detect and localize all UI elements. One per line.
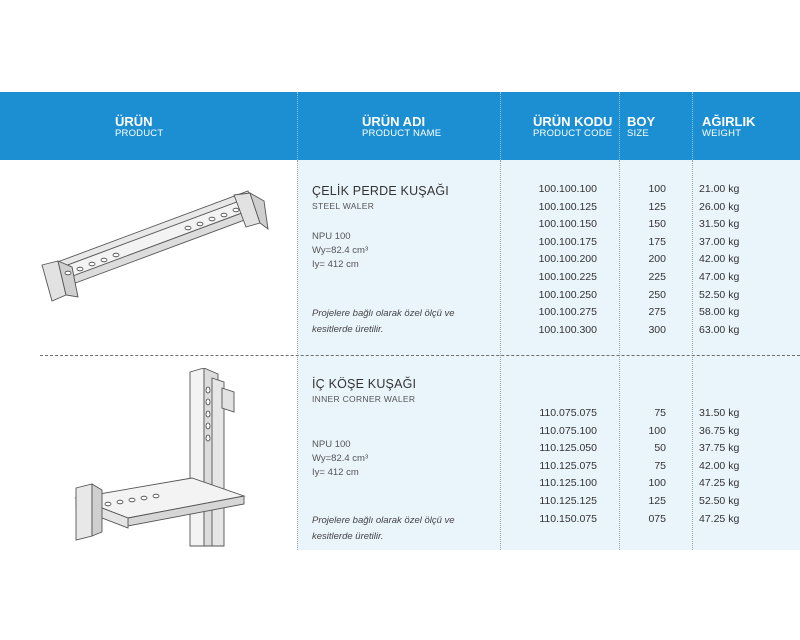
weight-column	[699, 181, 769, 339]
spec-iy: Iy= 412 cm	[312, 467, 359, 478]
product-specs	[312, 230, 368, 272]
header-divider	[692, 92, 693, 160]
size-cell: 125	[648, 200, 666, 213]
product-name-tr: İÇ KÖŞE KUŞAĞI	[312, 377, 417, 391]
header-weight	[702, 92, 755, 160]
weight-cell: 47.25 kg	[699, 477, 740, 490]
code-cell: 110.075.075	[539, 407, 597, 419]
product-name-en: STEEL WALER	[312, 201, 375, 211]
size-cell: 150	[648, 218, 666, 231]
header-weight-tr: AĞIRLIK	[702, 114, 756, 129]
weight-cell: 36.75 kg	[699, 424, 740, 437]
code-cell: 100.100.250	[538, 288, 597, 301]
size-cell: 250	[648, 288, 666, 301]
header-product-name-tr: ÜRÜN ADI	[362, 114, 426, 129]
code-cell: 100.100.300	[538, 323, 597, 336]
size-cell: 50	[654, 442, 666, 455]
spec-profile: NPU 100	[312, 439, 351, 450]
header-product-name	[362, 92, 441, 160]
header-weight-en: WEIGHT	[702, 128, 742, 139]
header-product-code	[533, 92, 612, 160]
header-size	[627, 92, 655, 160]
code-cell: 100.100.150	[538, 218, 597, 231]
weight-cell: 31.50 kg	[699, 218, 740, 231]
weight-cell: 21.00 kg	[699, 183, 740, 195]
size-cell: 200	[648, 253, 666, 266]
size-cell: 100	[648, 183, 666, 195]
size-cell: 125	[648, 494, 666, 507]
code-column	[515, 405, 597, 528]
code-cell: 100.100.125	[538, 200, 597, 213]
spec-wy: Wy=82.4 cm³	[312, 453, 369, 464]
weight-cell: 58.00 kg	[699, 306, 740, 319]
weight-cell: 37.00 kg	[699, 235, 740, 248]
weight-cell: 47.00 kg	[699, 270, 740, 283]
code-cell: 100.100.100	[538, 183, 597, 195]
code-cell: 100.100.175	[538, 235, 597, 248]
header-product-name-en: PRODUCT NAME	[362, 128, 442, 139]
spec-profile: NPU 100	[312, 231, 351, 242]
header-size-tr: BOY	[627, 114, 656, 129]
product-name-en: INNER CORNER WALER	[312, 394, 416, 404]
product-name-tr: ÇELİK PERDE KUŞAĞI	[312, 184, 449, 198]
product-note: Projelere bağlı olarak özel ölçü ve kesitlerde üretilir.	[312, 308, 455, 335]
code-cell: 100.100.275	[538, 306, 597, 319]
size-cell: 75	[654, 459, 666, 472]
inner-corner-waler-image	[72, 368, 250, 548]
weight-cell: 47.25 kg	[699, 512, 740, 525]
header-product	[115, 92, 163, 160]
code-cell: 100.100.200	[538, 253, 597, 266]
size-cell: 100	[648, 477, 666, 490]
size-cell: 75	[654, 407, 666, 419]
row-separator	[40, 355, 800, 356]
size-cell: 275	[648, 306, 666, 319]
spec-iy: Iy= 412 cm	[312, 259, 359, 270]
code-cell: 110.075.100	[539, 424, 597, 437]
header-product-code-tr: ÜRÜN KODU	[533, 114, 613, 129]
spec-wy: Wy=82.4 cm³	[312, 245, 369, 256]
size-cell: 225	[648, 270, 666, 283]
header-divider	[500, 92, 501, 160]
size-cell: 075	[648, 512, 666, 525]
code-cell: 110.125.075	[539, 459, 597, 472]
weight-cell: 63.00 kg	[699, 323, 740, 336]
size-cell: 300	[648, 323, 666, 336]
size-column	[630, 405, 666, 528]
steel-waler-image	[38, 185, 270, 310]
header-divider	[297, 92, 298, 160]
weight-cell: 26.00 kg	[699, 200, 740, 213]
code-column	[515, 181, 597, 339]
weight-cell: 52.50 kg	[699, 288, 740, 301]
weight-cell: 37.75 kg	[699, 442, 740, 455]
size-column	[630, 181, 666, 339]
product-note: Projelere bağlı olarak özel ölçü ve kesitlerde üretilir.	[312, 515, 455, 542]
header-size-en: SIZE	[627, 128, 649, 139]
code-cell: 100.100.225	[538, 270, 597, 283]
weight-cell: 42.00 kg	[699, 459, 740, 472]
weight-cell: 42.00 kg	[699, 253, 740, 266]
product-specs	[312, 438, 368, 480]
header-product-tr: ÜRÜN	[115, 114, 153, 129]
header-divider	[619, 92, 620, 160]
code-cell: 110.125.125	[539, 494, 597, 507]
code-cell: 110.125.100	[539, 477, 597, 490]
size-cell: 175	[648, 235, 666, 248]
code-cell: 110.150.075	[539, 512, 597, 525]
header-product-code-en: PRODUCT CODE	[533, 128, 613, 139]
weight-cell: 31.50 kg	[699, 407, 740, 419]
weight-cell: 52.50 kg	[699, 494, 740, 507]
size-cell: 100	[648, 424, 666, 437]
code-cell: 110.125.050	[539, 442, 597, 455]
header-product-en: PRODUCT	[115, 128, 164, 139]
weight-column	[699, 405, 769, 528]
